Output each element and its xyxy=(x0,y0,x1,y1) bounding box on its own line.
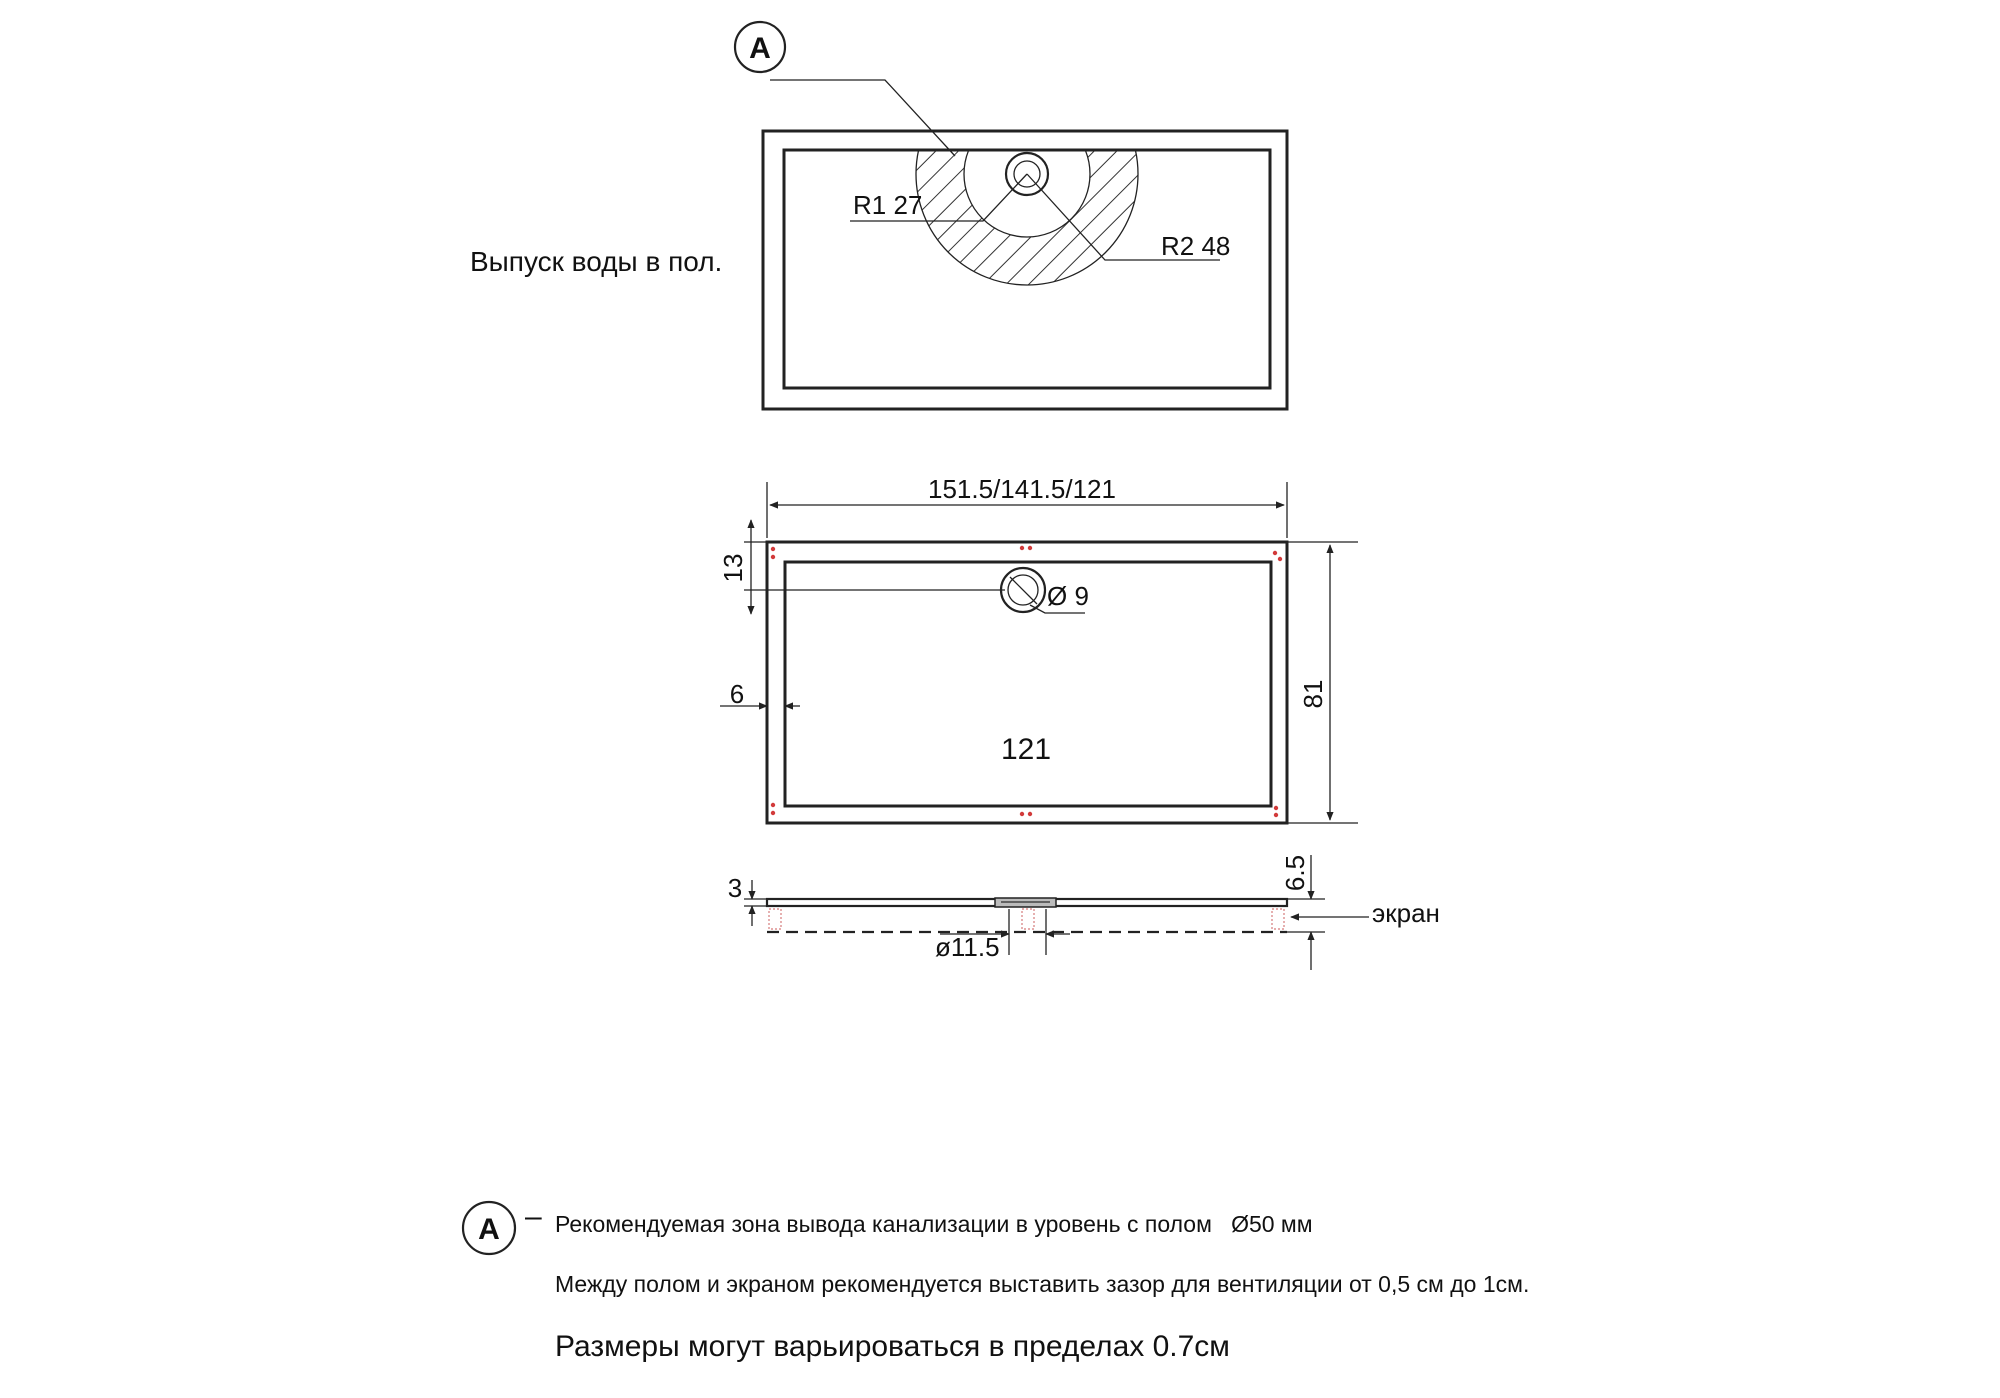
drain-outlet-diameter-label: ø11.5 xyxy=(935,932,1000,962)
drain-diameter-label: Ø 9 xyxy=(1047,581,1089,611)
legend xyxy=(463,1200,1529,1363)
length-dimension-label: 151.5/141.5/121 xyxy=(928,474,1116,504)
depth-13-label: 13 xyxy=(718,553,748,583)
inner-length-label: 121 xyxy=(1000,733,1052,766)
legend-marker-letter: A xyxy=(478,1213,500,1246)
water-outlet-label: Выпуск воды в пол. xyxy=(470,246,723,277)
plan-outer-outline xyxy=(767,542,1287,823)
plan-inner-outline xyxy=(785,562,1271,806)
height-6-5-label: 6.5 xyxy=(1280,854,1310,892)
top-plan-view xyxy=(470,22,1287,409)
dimensioned-plan-view xyxy=(718,474,1358,823)
legend-dash: – xyxy=(525,1200,542,1233)
width-81-label: 81 xyxy=(1298,679,1328,709)
zone-note: Рекомендуемая зона вывода канализации в уровень с полом Ø50 мм xyxy=(555,1211,1313,1237)
radius-outer-label: R2 48 xyxy=(1161,231,1231,261)
gap-note: Между полом и экраном рекомендуется выставить зазор для вентиляции от 0,5 см до 1см. xyxy=(555,1271,1530,1297)
side-view xyxy=(728,855,1440,970)
height-3-label: 3 xyxy=(727,873,743,903)
tolerance-note: Размеры могут варьироваться в пределах 0.7см xyxy=(555,1330,1230,1363)
zone-marker-letter: A xyxy=(749,32,771,65)
screen-label: экран xyxy=(1372,898,1440,928)
zone-leader-line xyxy=(770,80,955,156)
support-markers xyxy=(771,546,1282,817)
side-6-label: 6 xyxy=(729,679,745,709)
radius-inner-label: R1 27 xyxy=(853,190,923,220)
